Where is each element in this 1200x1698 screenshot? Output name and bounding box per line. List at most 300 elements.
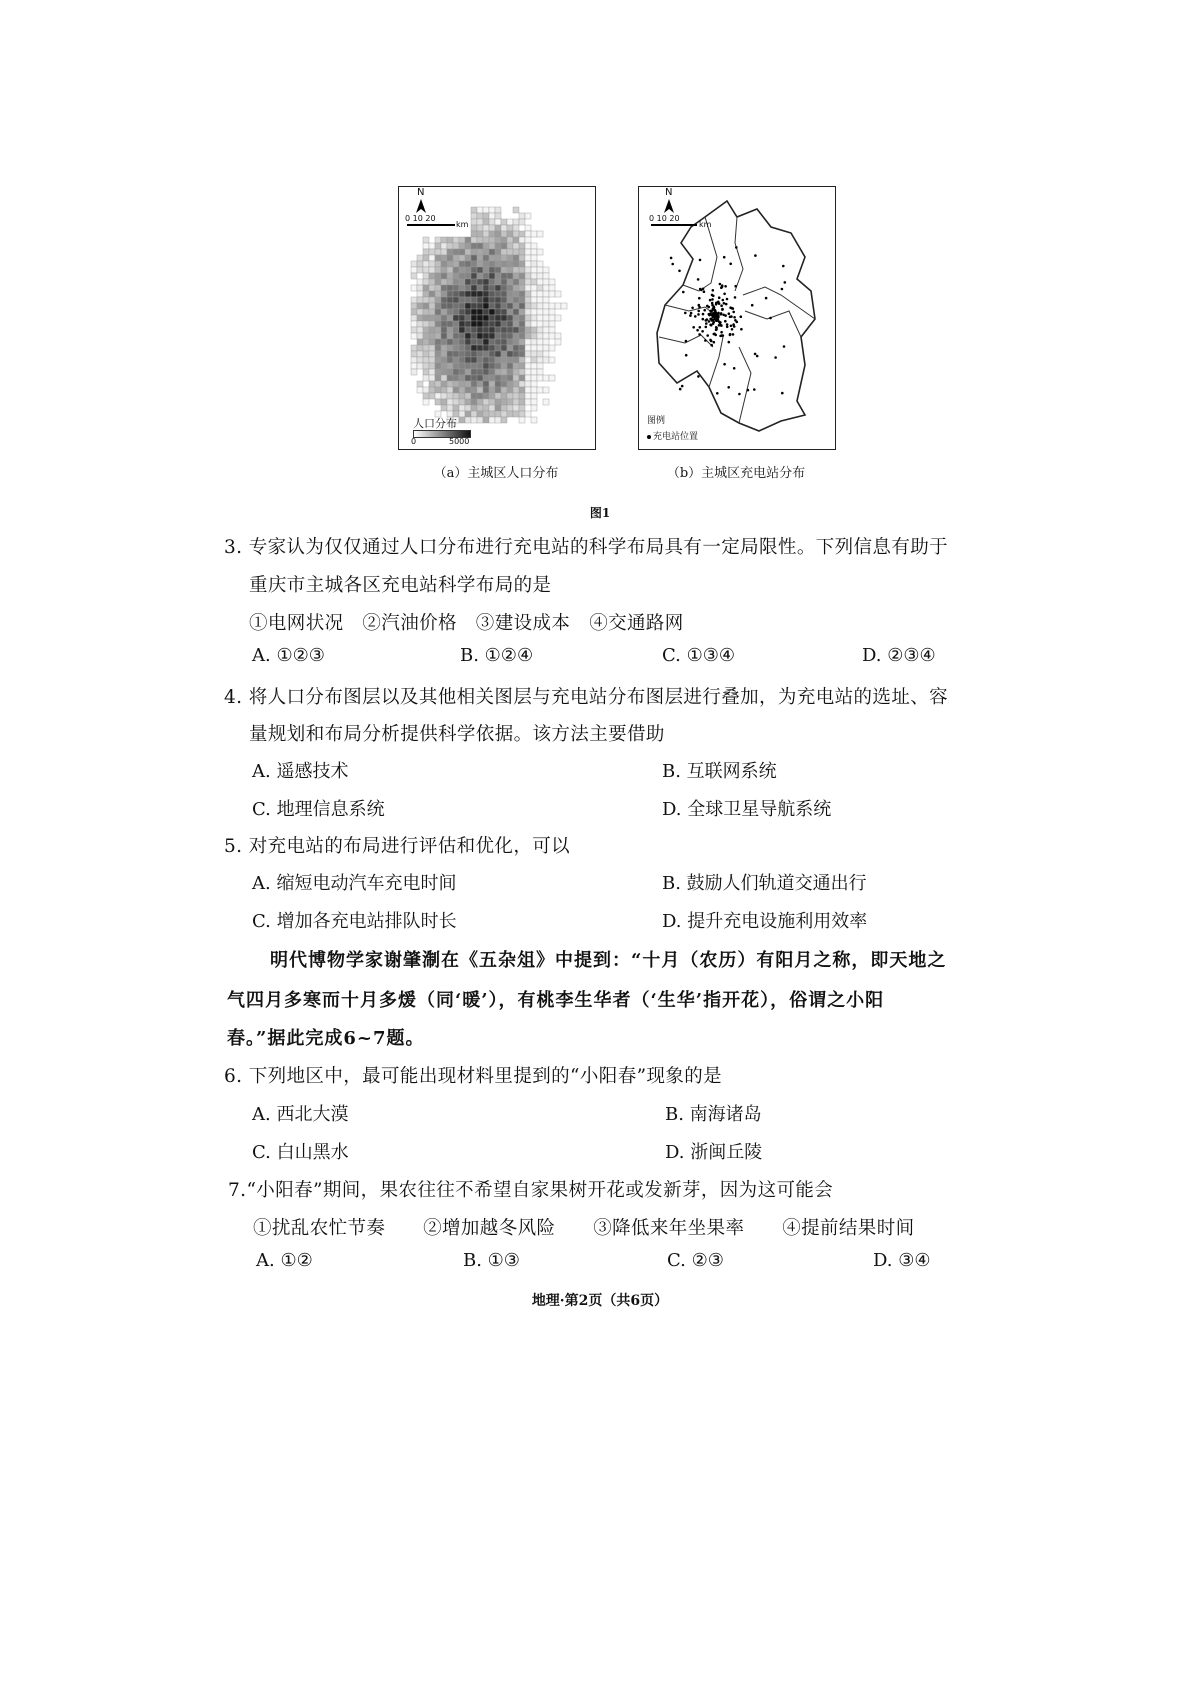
population-grid-cell — [477, 243, 483, 249]
station-dot — [729, 263, 732, 266]
population-grid-cell — [549, 375, 555, 381]
population-grid-cell — [531, 273, 537, 279]
population-grid-cell — [471, 261, 477, 267]
population-grid-cell — [459, 381, 465, 387]
population-grid-cell — [483, 321, 489, 327]
q3-option-d[interactable]: D. ②③④ — [862, 645, 936, 666]
population-grid-cell — [501, 219, 507, 225]
q6-option-c[interactable]: C. 白山黑水 — [252, 1142, 349, 1163]
population-grid-cell — [501, 237, 507, 243]
population-grid-cell — [501, 351, 507, 357]
population-grid-cell — [471, 255, 477, 261]
station-dot — [709, 310, 712, 313]
station-dot — [721, 284, 724, 287]
population-grid-cell — [441, 327, 447, 333]
population-grid-cell — [501, 375, 507, 381]
population-grid-cell — [537, 231, 543, 237]
population-grid-cell — [519, 309, 525, 315]
population-grid-cell — [483, 315, 489, 321]
population-grid-cell — [507, 321, 513, 327]
population-grid-cell — [495, 375, 501, 381]
population-grid-cell — [423, 375, 429, 381]
population-grid-cell — [411, 327, 417, 333]
station-dot — [723, 363, 726, 366]
population-grid-cell — [501, 303, 507, 309]
population-grid-cell — [429, 375, 435, 381]
population-grid-cell — [441, 273, 447, 279]
population-grid-cell — [513, 279, 519, 285]
population-grid-cell — [453, 249, 459, 255]
station-dot — [769, 317, 772, 320]
population-grid-cell — [465, 243, 471, 249]
population-grid-cell — [483, 225, 489, 231]
population-grid-cell — [417, 351, 423, 357]
population-grid-cell — [483, 417, 489, 423]
population-grid-cell — [447, 381, 453, 387]
station-dot — [710, 324, 713, 327]
population-grid-cell — [423, 255, 429, 261]
map-population-distribution — [398, 186, 596, 450]
station-dot — [754, 254, 757, 257]
population-grid-cell — [477, 393, 483, 399]
population-grid-cell — [519, 231, 525, 237]
population-grid-cell — [507, 411, 513, 417]
q7-items: ①扰乱农忙节奏 ②增加越冬风险 ③降低来年坐果率 ④提前结果时间 — [253, 1218, 915, 1239]
population-grid-cell — [429, 369, 435, 375]
station-dot — [765, 297, 768, 300]
population-grid-cell — [531, 261, 537, 267]
population-grid-cell — [477, 255, 483, 261]
passage-line1: 明代博物学家谢肇淛在《五杂俎》中提到：“十月（农历）有阳月之称，即天地之 — [270, 950, 947, 971]
population-grid-cell — [423, 393, 429, 399]
population-grid-cell — [423, 339, 429, 345]
population-grid-cell — [501, 231, 507, 237]
q6-option-b[interactable]: B. 南海诸岛 — [665, 1104, 762, 1125]
station-dot — [726, 298, 729, 301]
station-dot — [728, 341, 731, 344]
station-dot — [711, 316, 714, 319]
station-dot — [732, 333, 735, 336]
population-grid-cell — [411, 309, 417, 315]
population-grid-cell — [471, 225, 477, 231]
population-grid-cell — [441, 357, 447, 363]
station-dot — [710, 313, 713, 316]
population-grid-cell — [519, 333, 525, 339]
population-grid-cell — [411, 321, 417, 327]
population-grid-cell — [495, 333, 501, 339]
population-grid-cell — [435, 273, 441, 279]
population-grid-cell — [471, 411, 477, 417]
population-grid-cell — [513, 207, 519, 213]
population-grid-cell — [537, 273, 543, 279]
station-dot — [681, 385, 684, 388]
population-grid-cell — [483, 291, 489, 297]
population-grid-cell — [471, 357, 477, 363]
station-dot — [712, 295, 715, 298]
population-grid-cell — [519, 237, 525, 243]
population-grid-cell — [495, 345, 501, 351]
population-grid-cell — [537, 351, 543, 357]
population-grid-cell — [525, 279, 531, 285]
population-grid-cell — [459, 369, 465, 375]
population-grid-cell — [471, 387, 477, 393]
population-grid-cell — [429, 285, 435, 291]
population-grid-cell — [537, 363, 543, 369]
population-grid-cell — [435, 363, 441, 369]
population-grid-cell — [411, 345, 417, 351]
population-grid-cell — [453, 309, 459, 315]
population-grid-cell — [507, 243, 513, 249]
station-dot — [685, 340, 688, 343]
population-grid-cell — [537, 339, 543, 345]
population-grid-cell — [501, 291, 507, 297]
population-grid-cell — [525, 375, 531, 381]
population-grid-cell — [483, 207, 489, 213]
population-grid-cell — [417, 285, 423, 291]
population-grid-cell — [477, 267, 483, 273]
population-grid-cell — [501, 387, 507, 393]
population-grid-cell — [423, 399, 429, 405]
population-grid-cell — [435, 381, 441, 387]
population-grid-cell — [429, 261, 435, 267]
station-dot — [712, 289, 715, 292]
population-grid-cell — [525, 297, 531, 303]
station-dot — [697, 313, 700, 316]
population-grid-cell — [459, 267, 465, 273]
population-grid-cell — [423, 273, 429, 279]
population-grid-cell — [471, 249, 477, 255]
population-grid-cell — [447, 309, 453, 315]
population-grid-cell — [483, 381, 489, 387]
population-grid-cell — [489, 339, 495, 345]
population-grid-cell — [441, 339, 447, 345]
passage-line3: 春。”据此完成6~7题。 — [227, 1028, 425, 1049]
q5-option-d[interactable]: D. 提升充电设施利用效率 — [662, 911, 868, 932]
population-grid-cell — [489, 297, 495, 303]
station-dot — [733, 316, 736, 319]
population-grid-cell — [555, 315, 561, 321]
population-grid-cell — [441, 285, 447, 291]
population-grid-cell — [453, 285, 459, 291]
population-grid-cell — [483, 345, 489, 351]
population-grid-cell — [477, 333, 483, 339]
population-grid-cell — [531, 297, 537, 303]
population-grid-cell — [531, 231, 537, 237]
population-grid-cell — [507, 291, 513, 297]
population-grid-cell — [489, 303, 495, 309]
population-grid-cell — [531, 291, 537, 297]
population-grid-cell — [435, 327, 441, 333]
population-grid-cell — [465, 369, 471, 375]
population-grid-cell — [477, 291, 483, 297]
population-grid-cell — [429, 303, 435, 309]
q5-option-c[interactable]: C. 增加各充电站排队时长 — [252, 911, 457, 932]
population-grid-cell — [525, 303, 531, 309]
population-grid-cell — [429, 351, 435, 357]
population-grid-cell — [477, 399, 483, 405]
population-grid-cell — [459, 351, 465, 357]
population-grid-cell — [537, 261, 543, 267]
q3-option-b[interactable]: B. ①②④ — [460, 645, 534, 666]
population-grid-cell — [423, 333, 429, 339]
population-grid-cell — [471, 219, 477, 225]
population-grid-cell — [447, 267, 453, 273]
population-grid-cell — [465, 393, 471, 399]
population-grid-cell — [519, 315, 525, 321]
population-grid-cell — [501, 273, 507, 279]
population-grid-cell — [513, 231, 519, 237]
population-grid-cell — [477, 327, 483, 333]
population-grid-cell — [501, 399, 507, 405]
population-grid-cell — [483, 249, 489, 255]
station-dot — [781, 392, 784, 395]
population-grid-cell — [459, 417, 465, 423]
station-dot — [713, 341, 716, 344]
population-grid-cell — [501, 249, 507, 255]
station-dot — [722, 314, 725, 317]
q4-option-c[interactable]: C. 地理信息系统 — [252, 799, 385, 820]
population-grid-cell — [519, 381, 525, 387]
population-grid-cell — [477, 381, 483, 387]
population-grid-cell — [495, 381, 501, 387]
station-dot — [733, 367, 736, 370]
population-grid-cell — [465, 351, 471, 357]
population-grid-cell — [537, 303, 543, 309]
population-grid-cell — [441, 387, 447, 393]
population-grid-cell — [489, 369, 495, 375]
population-grid-cell — [501, 261, 507, 267]
population-grid-cell — [495, 237, 501, 243]
population-grid-cell — [513, 255, 519, 261]
population-grid-cell — [507, 399, 513, 405]
population-grid-cell — [441, 405, 447, 411]
population-grid-cell — [471, 231, 477, 237]
population-grid-cell — [531, 285, 537, 291]
station-dot — [756, 355, 759, 358]
population-grid-cell — [441, 315, 447, 321]
population-grid-cell — [483, 327, 489, 333]
q5-option-b[interactable]: B. 鼓励人们轨道交通出行 — [662, 873, 867, 894]
population-grid-cell — [477, 237, 483, 243]
q3-option-a[interactable]: A. ①②③ — [252, 645, 325, 666]
population-grid-cell — [513, 297, 519, 303]
population-grid-cell — [417, 279, 423, 285]
population-grid-cell — [525, 237, 531, 243]
station-dot — [730, 325, 733, 328]
station-dot — [709, 339, 712, 342]
population-grid-cell — [447, 327, 453, 333]
population-grid-cell — [489, 333, 495, 339]
population-grid-cell — [441, 321, 447, 327]
population-grid-cell — [459, 273, 465, 279]
population-grid-cell — [429, 249, 435, 255]
q5-option-a[interactable]: A. 缩短电动汽车充电时间 — [252, 873, 457, 894]
population-grid-cell — [465, 285, 471, 291]
population-grid-cell — [525, 345, 531, 351]
population-grid-cell — [477, 261, 483, 267]
population-grid-cell — [411, 303, 417, 309]
population-grid-cell — [477, 207, 483, 213]
population-grid-cell — [423, 351, 429, 357]
station-dot — [732, 311, 735, 314]
q7-option-b[interactable]: B. ①③ — [463, 1250, 520, 1271]
population-grid-cell — [525, 261, 531, 267]
population-grid-cell — [507, 309, 513, 315]
q3-option-c[interactable]: C. ①③④ — [662, 645, 735, 666]
population-grid-cell — [417, 387, 423, 393]
population-grid-cell — [525, 267, 531, 273]
q4-option-d[interactable]: D. 全球卫星导航系统 — [662, 799, 832, 820]
population-grid-cell — [543, 297, 549, 303]
station-dot — [734, 296, 737, 299]
population-grid-cell — [453, 291, 459, 297]
population-grid-cell — [507, 327, 513, 333]
legend-item-label: 充电站位置 — [653, 432, 699, 442]
population-grid-cell — [465, 303, 471, 309]
population-grid-cell — [429, 297, 435, 303]
population-grid-cell — [519, 399, 525, 405]
population-grid-cell — [555, 333, 561, 339]
population-grid-cell — [471, 321, 477, 327]
population-grid-cell — [525, 363, 531, 369]
population-grid-cell — [507, 369, 513, 375]
population-grid-cell — [411, 357, 417, 363]
population-grid-cell — [453, 381, 459, 387]
population-grid-cell — [495, 297, 501, 303]
figure-1 — [398, 186, 838, 486]
station-dot — [697, 310, 700, 313]
population-grid-cell — [519, 213, 525, 219]
population-grid-cell — [453, 363, 459, 369]
population-grid-cell — [531, 363, 537, 369]
population-grid-cell — [483, 387, 489, 393]
population-grid-cell — [435, 393, 441, 399]
population-grid-cell — [501, 225, 507, 231]
population-grid-cell — [543, 351, 549, 357]
population-grid-cell — [483, 303, 489, 309]
population-grid-cell — [513, 219, 519, 225]
population-grid-cell — [447, 399, 453, 405]
station-dot — [709, 299, 712, 302]
population-grid-cell — [447, 261, 453, 267]
population-grid-cell — [465, 309, 471, 315]
q6-option-a[interactable]: A. 西北大漠 — [252, 1104, 349, 1125]
population-grid-cell — [435, 399, 441, 405]
q4-option-a[interactable]: A. 遥感技术 — [252, 761, 349, 782]
population-grid-cell — [489, 351, 495, 357]
station-dot — [720, 324, 723, 327]
population-grid-cell — [513, 309, 519, 315]
population-grid-cell — [501, 315, 507, 321]
population-grid-cell — [411, 285, 417, 291]
q7-stem-line1: 7.“小阳春”期间，果农往往不希望自家果树开花或发新芽，因为这可能会 — [228, 1180, 834, 1201]
population-grid-cell — [429, 327, 435, 333]
population-grid-cell — [465, 375, 471, 381]
population-grid-cell — [483, 405, 489, 411]
population-grid-cell — [495, 303, 501, 309]
population-grid-cell — [513, 285, 519, 291]
station-dot — [721, 308, 724, 311]
population-grid-cell — [447, 285, 453, 291]
population-grid-cell — [543, 309, 549, 315]
population-grid-cell — [483, 309, 489, 315]
population-grid-cell — [441, 279, 447, 285]
population-grid-cell — [465, 273, 471, 279]
population-grid-cell — [489, 243, 495, 249]
population-grid-cell — [519, 273, 525, 279]
population-grid-cell — [477, 297, 483, 303]
population-grid-cell — [495, 369, 501, 375]
population-grid-cell — [435, 351, 441, 357]
population-grid-cell — [507, 261, 513, 267]
population-grid-cell — [417, 381, 423, 387]
population-grid-cell — [465, 345, 471, 351]
population-grid-cell — [465, 387, 471, 393]
population-grid-cell — [489, 357, 495, 363]
population-grid-cell — [495, 339, 501, 345]
q7-option-a[interactable]: A. ①② — [256, 1250, 313, 1271]
population-grid-cell — [447, 375, 453, 381]
q3-stem-line2: 重庆市主城各区充电站科学布局的是 — [249, 575, 552, 596]
population-grid-cell — [495, 243, 501, 249]
station-dot — [718, 296, 721, 299]
q7-option-d[interactable]: D. ③④ — [873, 1250, 931, 1271]
population-grid-cell — [465, 249, 471, 255]
population-grid-cell — [489, 291, 495, 297]
population-grid-cell — [495, 249, 501, 255]
population-grid-cell — [543, 303, 549, 309]
q6-option-d[interactable]: D. 浙闽丘陵 — [665, 1142, 763, 1163]
population-grid-cell — [531, 249, 537, 255]
population-grid-cell — [447, 393, 453, 399]
population-grid-cell — [459, 243, 465, 249]
population-grid-cell — [435, 375, 441, 381]
caption-b: （b）主城区充电站分布 — [666, 466, 806, 481]
population-grid-cell — [507, 405, 513, 411]
population-grid-cell — [489, 261, 495, 267]
population-grid-cell — [477, 309, 483, 315]
station-dot — [704, 339, 707, 342]
station-dot — [710, 344, 713, 347]
population-grid-cell — [531, 405, 537, 411]
population-grid-cell — [477, 369, 483, 375]
population-grid-cell — [501, 357, 507, 363]
q7-option-c[interactable]: C. ②③ — [667, 1250, 724, 1271]
station-dot — [722, 299, 725, 302]
station-dot — [731, 328, 734, 331]
population-grid-cell — [435, 309, 441, 315]
population-grid-cell — [453, 339, 459, 345]
population-grid-cell — [477, 417, 483, 423]
population-grid-cell — [459, 249, 465, 255]
population-grid-cell — [483, 285, 489, 291]
population-grid-cell — [495, 309, 501, 315]
population-grid-cell — [513, 381, 519, 387]
population-grid-cell — [531, 303, 537, 309]
population-grid-cell — [447, 297, 453, 303]
population-grid-cell — [549, 357, 555, 363]
population-grid-cell — [507, 387, 513, 393]
population-grid-cell — [411, 297, 417, 303]
population-grid-cell — [555, 303, 561, 309]
population-grid-cell — [435, 321, 441, 327]
population-grid-cell — [525, 291, 531, 297]
population-grid-cell — [423, 369, 429, 375]
population-grid-cell — [423, 303, 429, 309]
population-grid-cell — [471, 381, 477, 387]
population-grid-cell — [531, 381, 537, 387]
q4-option-b[interactable]: B. 互联网系统 — [662, 761, 777, 782]
